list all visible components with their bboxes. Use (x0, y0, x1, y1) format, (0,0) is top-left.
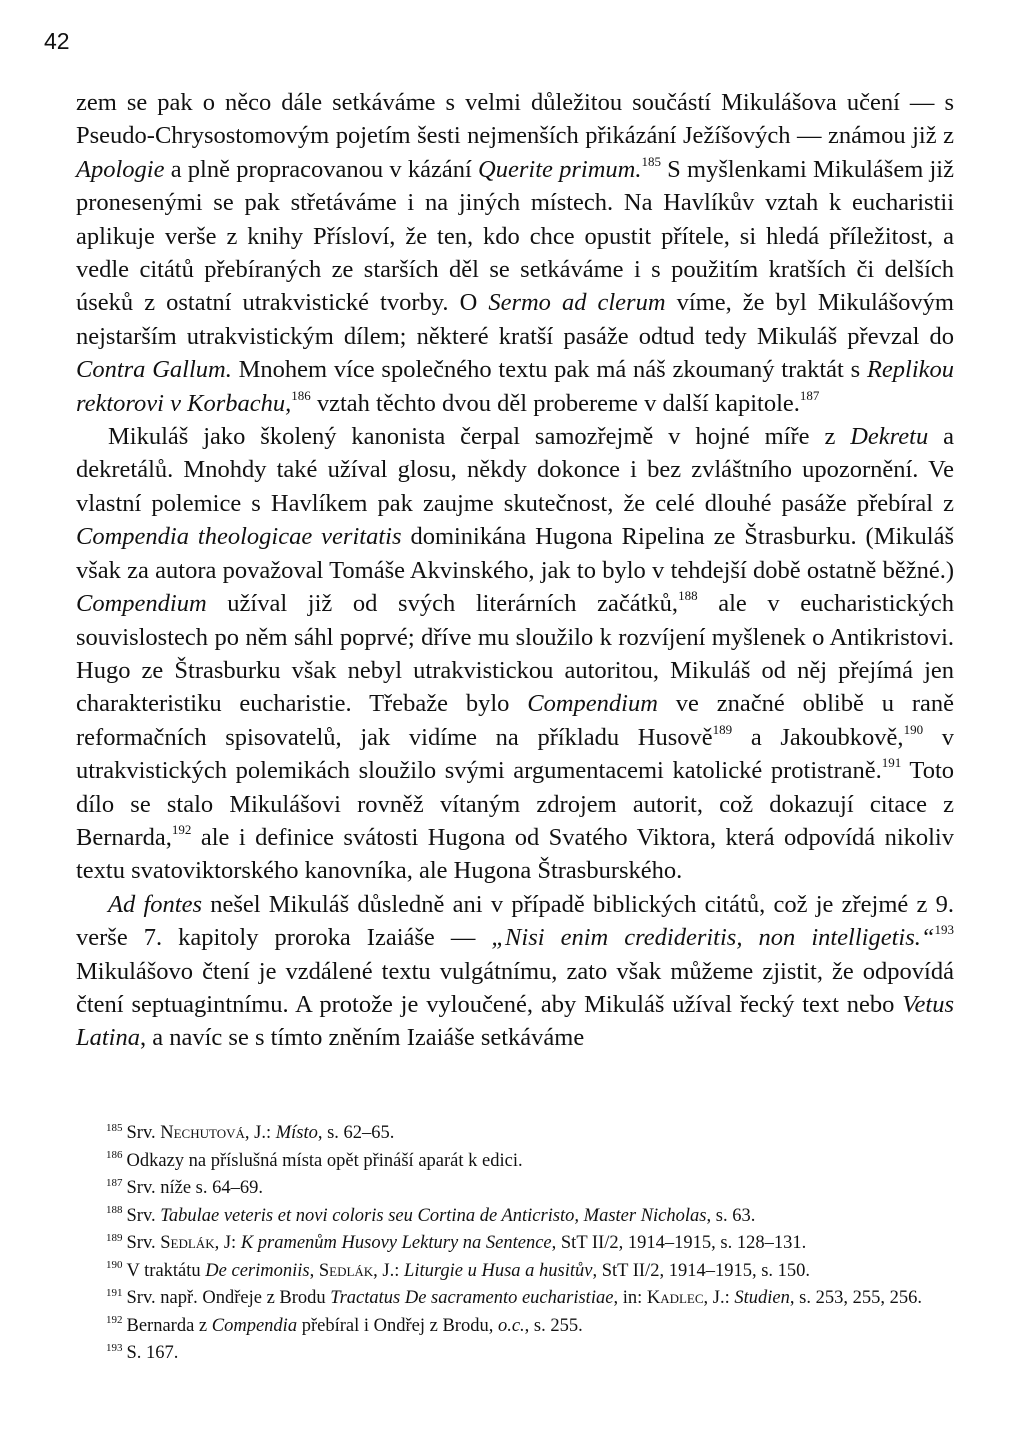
footnote-190 (76, 1258, 954, 1286)
italic-title: Ad fontes (108, 890, 202, 918)
footnote-number: 186 (106, 1149, 123, 1162)
text-run: : (231, 1233, 241, 1253)
italic-title: Liturgie u Husa a husitův (404, 1260, 593, 1281)
footnote-185 (76, 1120, 954, 1148)
text-run: Mikulášovo čtení je vzdálené textu vulgátnímu, zato však můžeme zjistit, že odpovídá čtení septuagintnímu. A protože je vyloučené, aby Mikuláš užíval řecký text nebo (76, 957, 954, 1018)
main-text (76, 86, 954, 1055)
footnote-ref: 187 (799, 387, 820, 403)
text-run: víme, že byl Mikulášovým nejstarším utrakvistickým dílem; některé kratší pasáže odtud tedy Mikuláš převzal do (76, 289, 954, 350)
text-run: ale i definice svátosti Hugona od Svatého Viktora, která odpovídá nikoliv textu svatoviktorského kanovníka, ale Hugona Štrasburského. (76, 823, 954, 885)
text-run: zem se pak o něco dále setkáváme s velmi důležitou součástí Mikulášova učení — s Pseudo-Chrysostomovým pojetím šesti nejmenších přikázání Ježíšových — známou již z (76, 89, 954, 150)
footnote-ref: 188 (678, 587, 698, 603)
text-run: : (394, 1260, 405, 1281)
text-run: užíval již od svých literárních začátků, (206, 590, 679, 618)
footnote-193 (76, 1340, 954, 1368)
footnote-number: 190 (106, 1259, 123, 1272)
italic-title: Apologie (76, 155, 165, 183)
italic-quote: „Nisi enim credideritis, non intelligetis.“ (491, 924, 935, 952)
italic-title: Tabulae veteris et novi coloris seu Cortina de Anticristo, Master Nicholas (160, 1205, 707, 1226)
footnote-number: 192 (106, 1314, 123, 1327)
text-run: Srv. např. Ondřeje z Brodu (126, 1288, 331, 1308)
text-run: Srv. (126, 1233, 161, 1253)
text-run: nešel Mikuláš důsledně ani v případě biblických citátů, což je zřejmé z 9. verše 7. kapitoly proroka Izaiáše — (76, 890, 954, 952)
text-run: S myšlenkami Mikulášem již pronesenými se pak střetáváme i na jiných místech. Na Havlíkův vztah k eucharistii aplikuje verše z knihy Přísloví, že ten, kdo chce opustit přítele, si hledá příležitost, a vedle citátů přebíraných ze starších děl se setkáváme i s použitím kratších či delších úseků z ostatní utrakvistické tvorby. O (76, 155, 954, 317)
paragraph-1 (76, 86, 954, 420)
footnote-number: 193 (106, 1341, 123, 1354)
text-run: : (724, 1288, 735, 1308)
italic-title: Vetus Latina (76, 990, 954, 1052)
text-run: , (309, 1260, 319, 1281)
text-run: vztah těchto dvou děl probereme v další kapitole. (310, 389, 800, 417)
text-run: dominikána Hugona Ripelina ze Štrasburku. (Mikuláš však za autora považoval Tomáše Akvinského, jak to bylo v tehdejší době ostatně běžné.) (76, 523, 954, 584)
footnote-number: 191 (106, 1286, 123, 1299)
text-run: , s. 63. (706, 1205, 756, 1226)
footnote-ref: 189 (712, 721, 733, 737)
italic-title: K pramenům Husovy Lektury na Sentence (240, 1233, 552, 1253)
author-name: Sedlák, J (160, 1233, 232, 1253)
footnote-ref: 186 (291, 387, 311, 403)
text-run: Toto dílo se stalo Mikulášovi rovněž vítaným zdrojem autorit, což dokazují citace z Bernarda, (76, 757, 954, 851)
author-name: Sedlák, J. (318, 1260, 395, 1281)
footnote-186 (76, 1148, 954, 1176)
italic-title: Replikou rektorovi v Korbachu, (76, 356, 955, 417)
text-run: S. 167. (126, 1343, 179, 1363)
footnote-ref: 192 (171, 821, 192, 837)
italic-title: Místo (275, 1123, 318, 1143)
footnotes (76, 1120, 954, 1368)
italic-title: Compendia (211, 1315, 298, 1336)
footnote-number: 189 (106, 1231, 123, 1244)
text-run: Srv. níže s. 64–69. (126, 1178, 264, 1198)
text-run: a dekretálů. Mnohdy také užíval glosu, někdy dokonce i bez zvláštního upozornění. Ve vlastní polemice s Havlíkem pak zaujme skutečnost, že celé dlouhé pasáže přebíral z (76, 423, 954, 517)
footnote-ref: 190 (903, 721, 924, 737)
text-run: : (265, 1123, 276, 1143)
italic-title: Querite primum. (478, 155, 642, 183)
italic-title: Contra Gallum. (76, 356, 232, 384)
text-run: , in: (613, 1288, 647, 1308)
italic-title: Compendium (76, 590, 207, 618)
text-run: , a navíc se s tímto zněním Izaiáše setkáváme (140, 1024, 585, 1052)
text-run: Odkazy na příslušná místa opět přináší aparát k edici. (126, 1150, 523, 1171)
text-run: Srv. (126, 1205, 161, 1226)
italic-title: Studien (734, 1288, 790, 1308)
italic-title: Sermo ad clerum (488, 289, 666, 317)
italic-title: Dekretu (850, 423, 929, 451)
italic-title: Tractatus De sacramento eucharistiae (330, 1288, 614, 1308)
author-name: Nechutová, J. (160, 1123, 266, 1143)
author-name: Kadlec, J. (646, 1288, 725, 1308)
footnote-189 (76, 1230, 954, 1258)
italic-title: Compendia theologicae veritatis (76, 523, 402, 551)
paragraph-3 (76, 888, 954, 1055)
text-run: ve značné oblibě u raně reformačních spisovatelů, jak vidíme na příkladu Husově (76, 690, 954, 751)
text-run: Srv. (126, 1123, 161, 1143)
text-run: , s. 62–65. (317, 1123, 395, 1143)
paragraph-2 (76, 420, 954, 888)
text-run: , s. 255. (524, 1315, 583, 1336)
text-run: ale v eucharistických souvislostech po něm sáhl poprvé; dříve mu sloužilo k rozvíjení myšlenek o Antikristovi. Hugo ze Štrasburku však nebyl utrakvistickou autoritou, Mikuláš od něj přejímá jen charakteristiku eucharistie. Třebaže bylo (76, 590, 954, 718)
footnote-187 (76, 1175, 954, 1203)
italic-title: Compendium (527, 690, 658, 718)
text-run: , StT II/2, 1914–1915, s. 128–131. (551, 1233, 807, 1253)
text-run: V traktátu (126, 1260, 206, 1281)
text-run: a plně propracovanou v kázání (164, 155, 479, 183)
page-number: 42 (44, 28, 70, 54)
text-run: a Jakoubkově, (732, 723, 904, 751)
italic-title: De cerimoniis (205, 1260, 310, 1281)
text-run: přebíral i Ondřej z Brodu, (297, 1315, 498, 1336)
footnote-192 (76, 1313, 954, 1341)
text-run: , StT II/2, 1914–1915, s. 150. (592, 1260, 811, 1281)
footnote-ref: 191 (881, 754, 902, 770)
text-run: Mnohem více společného textu pak má náš zkoumaný traktát s (231, 356, 867, 384)
text-run: , s. 253, 255, 256. (789, 1288, 922, 1308)
italic-title: o.c. (497, 1315, 525, 1336)
text-run: v utrakvistických polemikách sloužilo svými argumentacemi katolické protistraně. (76, 723, 954, 785)
footnote-number: 185 (106, 1121, 123, 1134)
text-run: Mikuláš jako školený kanonista čerpal samozřejmě v hojné míře z (108, 423, 851, 451)
footnote-number: 187 (106, 1176, 123, 1189)
text-run: Bernarda z (126, 1315, 212, 1336)
footnote-ref: 193 (934, 922, 955, 937)
footnote-ref: 185 (641, 153, 661, 169)
footnote-number: 188 (106, 1204, 123, 1217)
footnote-188 (76, 1203, 954, 1231)
footnote-191 (76, 1285, 954, 1313)
